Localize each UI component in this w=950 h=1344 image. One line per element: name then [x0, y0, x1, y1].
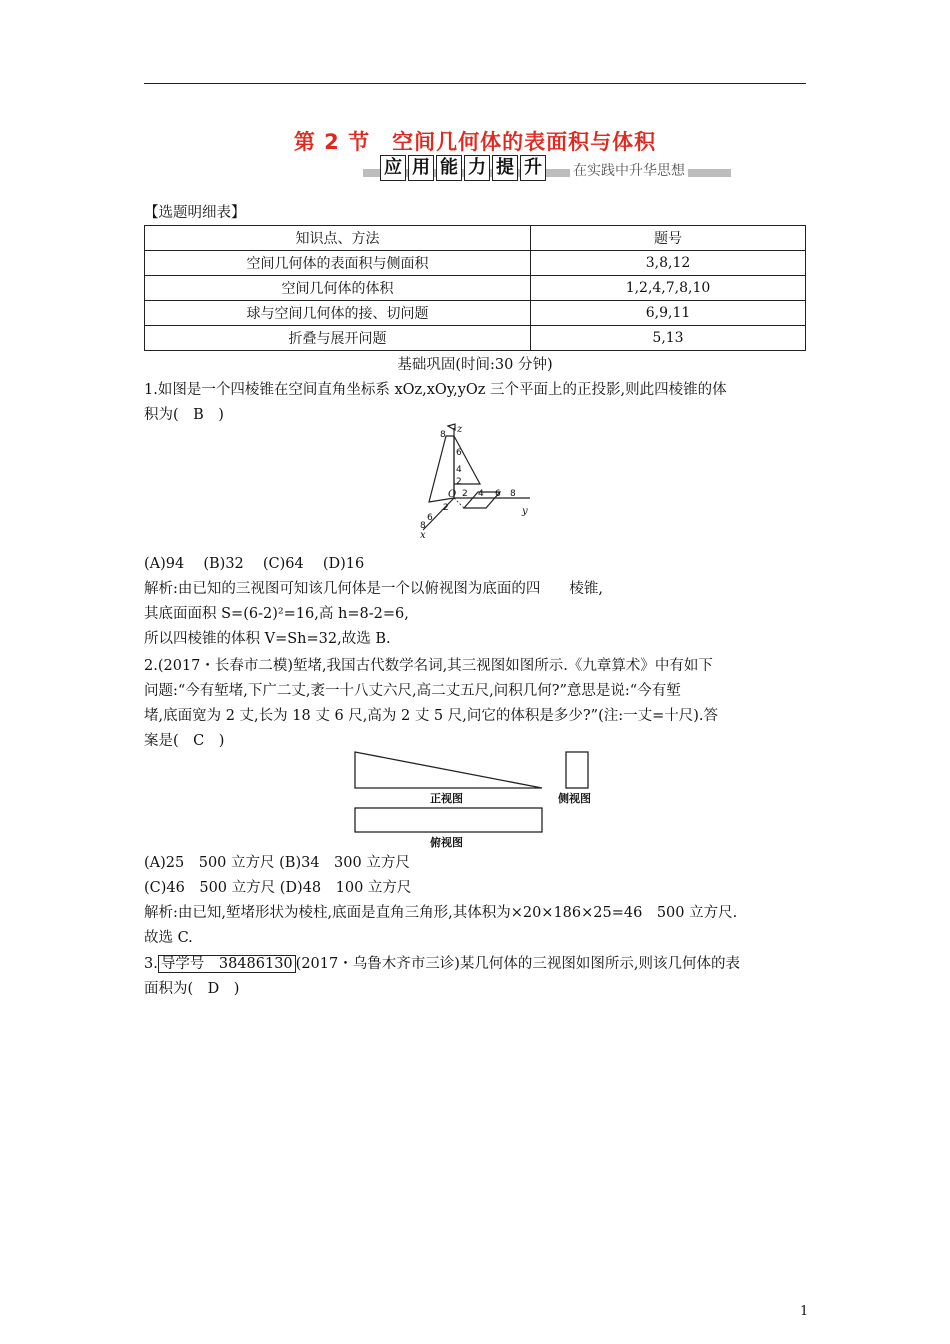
q1-solution-line: 所以四棱锥的体积 V=Sh=32,故选 B.: [144, 631, 391, 647]
table-cell: 折叠与展开问题: [145, 326, 531, 351]
table-cell: 5,13: [531, 326, 806, 351]
front-view-label: 正视图: [430, 792, 463, 805]
table-cell: 球与空间几何体的接、切问题: [145, 301, 531, 326]
page-number: 1: [800, 1304, 809, 1319]
q2-solution-line: 解析:由已知,堑堵形状为棱柱,底面是直角三角形,其体积为×20×186×25=46 500 立方尺.: [144, 905, 738, 921]
page-title: 第 2 节 空间几何体的表面积与体积: [293, 130, 657, 154]
table-cell: 6,9,11: [531, 301, 806, 326]
y-tick-label: 6: [495, 489, 501, 499]
q2-solution-line: 故选 C.: [144, 930, 193, 946]
q2-figure: [350, 748, 610, 850]
banner-char: 应: [380, 155, 406, 181]
section-banner: [363, 155, 733, 181]
table-row: [145, 301, 806, 326]
origin-label: O: [448, 489, 457, 500]
y-tick-label: 2: [462, 489, 468, 499]
banner-chars: [380, 155, 546, 181]
y-tick-label: 8: [510, 489, 516, 499]
banner-subtitle: 在实践中升华思想: [570, 160, 688, 180]
q2-stem-line: 2.(2017・长春市二模)堑堵,我国古代数学名词,其三视图如图所示.《九章算术》中有如下: [144, 658, 713, 674]
z-tick-label: 2: [456, 477, 462, 487]
x-axis-label: x: [420, 530, 426, 541]
q2-stem-line: 问题:“今有堑堵,下广二丈,袤一十八丈六尺,高二丈五尺,问积几何?”意思是说:“今有堑: [144, 683, 681, 699]
x-tick-label: 8: [420, 521, 426, 531]
banner-char: 升: [520, 155, 546, 181]
q2-options: (C)46 500 立方尺 (D)48 100 立方尺: [144, 880, 412, 896]
q1-solution-line: 其底面面积 S=(6-2)²=16,高 h=8-2=6,: [144, 606, 409, 622]
q2-stem-line: 堵,底面宽为 2 丈,长为 18 丈 6 尺,高为 2 丈 5 尺,问它的体积是多少?”(注:一丈=十尺).答: [144, 708, 719, 724]
side-view-label: 侧视图: [558, 792, 591, 805]
z-tick-label: 8: [440, 430, 446, 440]
q3-guide-tag: 导学号 38486130: [158, 955, 296, 973]
z-tick-label: 4: [456, 465, 462, 475]
q1-stem-line: 积为( B ): [144, 407, 224, 423]
table-header-row: [145, 226, 806, 251]
q2-stem-line: 案是( C ): [144, 733, 225, 749]
table-row: [145, 276, 806, 301]
y-tick-label: 4: [478, 489, 484, 499]
y-axis-label: y: [522, 506, 528, 517]
banner-char: 能: [436, 155, 462, 181]
table-cell: 空间几何体的体积: [145, 276, 531, 301]
z-tick-label: 6: [456, 448, 462, 458]
x-tick-label: 2: [443, 503, 449, 513]
top-view-label: 俯视图: [430, 836, 463, 849]
select-table: [144, 225, 806, 351]
q3-stem-line: 3. 导学号 38486130 (2017・乌鲁木齐市三诊)某几何体的三视图如图所示,则该几何体的表: [144, 956, 740, 972]
x-tick-label: 6: [427, 513, 433, 523]
header-rule: [144, 83, 806, 84]
table-row: [145, 326, 806, 351]
q1-figure: [410, 422, 545, 542]
z-axis-label: z: [457, 424, 463, 435]
q3-stem-line: 面积为( D ): [144, 981, 240, 997]
table-header: 知识点、方法: [145, 226, 531, 251]
q3-stem-text: (2017・乌鲁木齐市三诊)某几何体的三视图如图所示,则该几何体的表: [295, 956, 740, 972]
banner-char: 力: [464, 155, 490, 181]
q2-options: (A)25 500 立方尺 (B)34 300 立方尺: [144, 855, 410, 871]
table-cell: 1,2,4,7,8,10: [531, 276, 806, 301]
section-heading: 基础巩固(时间:30 分钟): [397, 357, 553, 373]
q1-options: (A)94 (B)32 (C)64 (D)16: [144, 556, 365, 572]
table-cell: 空间几何体的表面积与侧面积: [145, 251, 531, 276]
q1-stem-line: 1.如图是一个四棱锥在空间直角坐标系 xOz,xOy,yOz 三个平面上的正投影,则此四棱锥的体: [144, 382, 727, 398]
table-cell: 3,8,12: [531, 251, 806, 276]
select-table-label: 【选题明细表】: [144, 205, 246, 221]
table-header: 题号: [531, 226, 806, 251]
banner-char: 用: [408, 155, 434, 181]
banner-char: 提: [492, 155, 518, 181]
table-row: [145, 251, 806, 276]
q1-solution-line: 解析:由已知的三视图可知该几何体是一个以俯视图为底面的四 棱锥,: [144, 581, 603, 597]
